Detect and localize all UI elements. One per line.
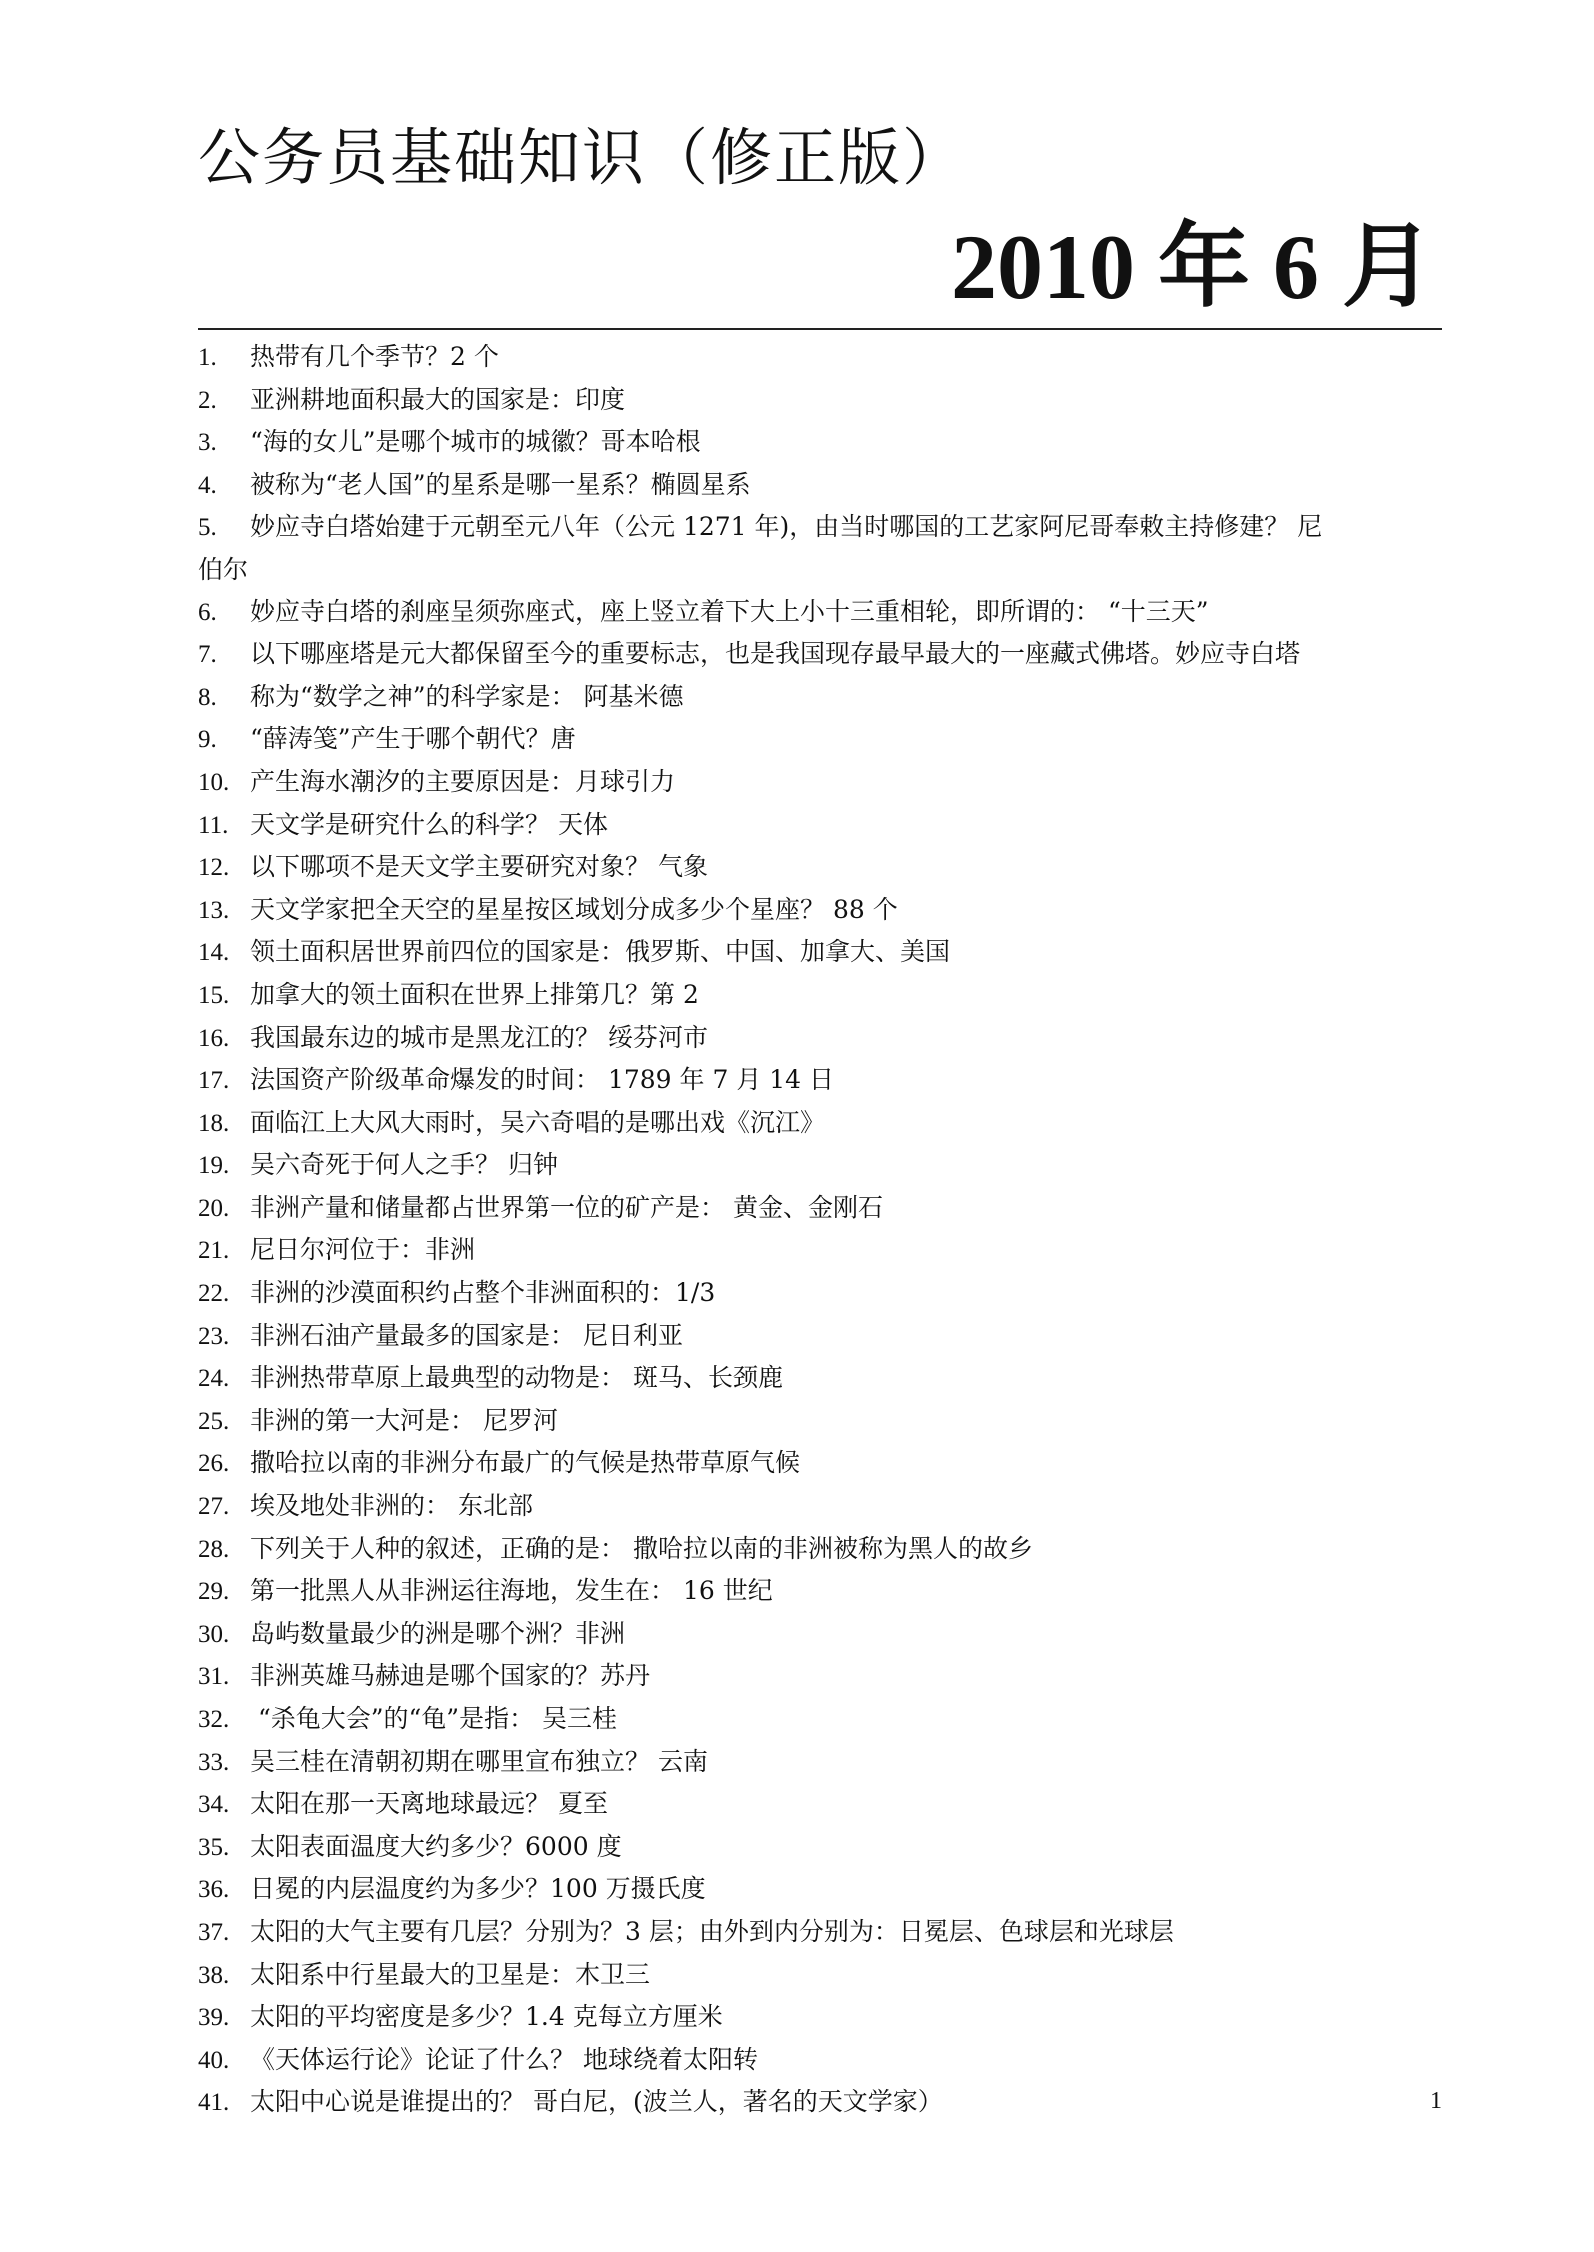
list-item [198,761,1442,804]
item-text: 热带有几个季节？2 个 [250,342,499,371]
item-number: 1. [198,344,217,371]
item-number: 36. [198,1876,230,1904]
list-item [198,633,1442,676]
item-text: 太阳的平均密度是多少？1.4 克每立方厘米 [250,2002,723,2032]
list-item [198,1911,1442,1954]
list-item [198,1868,1442,1911]
list-item [198,889,1442,932]
list-item [198,591,1442,634]
item-text: 岛屿数量最少的洲是哪个洲？非洲 [250,1618,626,1648]
item-text: 天文学家把全天空的星星按区域划分成多少个星座？ 88 个 [250,894,898,924]
item-number: 22. [198,1280,230,1308]
header-divider [198,328,1442,330]
item-text: 下列关于人种的叙述，正确的是： 撒哈拉以南的非洲被称为黑人的故乡 [250,1533,1033,1563]
item-text: 太阳表面温度大约多少？6000 度 [250,1831,622,1861]
item-number: 33. [198,1748,230,1776]
item-text: 非洲产量和储量都占世界第一位的矿产是： 黄金、金刚石 [250,1192,883,1222]
item-number: 19. [198,1152,230,1180]
item-number: 27. [198,1493,230,1521]
page-number: 1 [1430,2088,1442,2114]
list-item [198,2081,1442,2124]
item-text: “杀龟大会”的“龟”是指： 吴三桂 [250,1704,618,1733]
list-item [198,974,1442,1017]
item-number: 29. [198,1578,230,1606]
item-text: 日冕的内层温度约为多少？100 万摄氏度 [250,1874,706,1904]
list-item [198,1485,1442,1528]
item-number: 31. [198,1663,230,1691]
item-text: 亚洲耕地面积最大的国家是：印度 [250,384,626,414]
item-text: 非洲英雄马赫迪是哪个国家的？苏丹 [250,1661,651,1691]
item-number: 21. [198,1237,230,1265]
item-number: 37. [198,1918,230,1946]
list-item [198,1357,1442,1400]
item-text: 被称为“老人国”的星系是哪一星系？椭圆星系 [250,469,751,499]
item-number: 3. [198,429,217,457]
item-text: 领土面积居世界前四位的国家是：俄罗斯、中国、加拿大、美国 [250,937,951,967]
item-number: 30. [198,1620,230,1648]
item-number: 15. [198,981,230,1009]
list-item [198,1144,1442,1187]
item-text: 吴六奇死于何人之手？ 归钟 [250,1150,558,1180]
list-item [198,2039,1442,2082]
list-item [198,421,1442,464]
item-number: 32. [198,1706,230,1733]
item-number: 10. [198,768,230,796]
list-item [198,931,1442,974]
list-item [198,718,1442,761]
list-item [198,1059,1442,1102]
list-item [198,1996,1442,2039]
list-item [198,1442,1442,1485]
item-number: 14. [198,939,230,967]
item-number: 9. [198,726,217,754]
list-item [198,506,1442,590]
item-text: 太阳中心说是谁提出的？ 哥白尼，(波兰人，著名的天文学家） [250,2087,943,2117]
list-item [198,1741,1442,1784]
item-number: 34. [198,1791,230,1819]
item-text: “薛涛笺”产生于哪个朝代？唐 [250,724,576,754]
item-number: 39. [198,2004,230,2032]
item-number: 8. [198,683,217,711]
list-item [198,1528,1442,1571]
item-text: 吴三桂在清朝初期在哪里宣布独立？ 云南 [250,1746,708,1776]
list-item [198,1783,1442,1826]
list-item [198,1272,1442,1315]
list-item [198,1315,1442,1358]
item-text: 天文学是研究什么的科学？ 天体 [250,809,608,839]
list-item [198,1570,1442,1613]
item-text: 加拿大的领土面积在世界上排第几？第 2 [250,979,699,1009]
list-item [198,804,1442,847]
list-item [198,336,1442,379]
item-text: 非洲热带草原上最典型的动物是： 斑马、长颈鹿 [250,1363,783,1393]
list-item [198,1102,1442,1145]
item-text: 以下哪项不是天文学主要研究对象？ 气象 [250,852,708,882]
list-item [198,464,1442,507]
item-text: 太阳的大气主要有几层？分别为？3 层；由外到内分别为：日冕层、色球层和光球层 [250,1916,1174,1946]
list-item [198,1400,1442,1443]
item-number: 7. [198,641,217,669]
item-number: 18. [198,1109,230,1137]
list-item [198,676,1442,719]
list-item [198,1698,1442,1741]
item-number: 20. [198,1194,230,1222]
item-number: 6. [198,598,217,626]
item-number: 35. [198,1833,230,1861]
item-number: 40. [198,2046,230,2074]
item-number: 38. [198,1961,230,1989]
item-text: 非洲的第一大河是： 尼罗河 [250,1405,558,1435]
item-number: 5. [198,514,217,542]
question-answer-list [198,336,1442,2124]
item-text: 妙应寺白塔始建于元朝至元八年（公元 1271 年)，由当时哪国的工艺家阿尼哥奉敕主持修建？ 尼 [250,512,1323,542]
item-text: 埃及地处非洲的： 东北部 [250,1491,533,1521]
item-text: 产生海水潮汐的主要原因是：月球引力 [250,766,676,796]
item-number: 11. [198,811,229,839]
item-number: 24. [198,1365,230,1393]
item-text: 法国资产阶级革命爆发的时间： 1789 年 7 月 14 日 [250,1065,835,1095]
item-number: 25. [198,1407,230,1435]
item-number: 23. [198,1322,230,1350]
item-text-continuation: 伯尔 [198,554,249,584]
item-text: 我国最东边的城市是黑龙江的？ 绥芬河市 [250,1022,708,1052]
item-text: 《天体运行论》论证了什么？ 地球绕着太阳转 [250,2044,758,2074]
item-text: 非洲石油产量最多的国家是： 尼日利亚 [250,1320,683,1350]
item-text: 称为“数学之神”的科学家是： 阿基米德 [250,681,684,711]
item-text: 以下哪座塔是元大都保留至今的重要标志，也是我国现存最早最大的一座藏式佛塔。妙应寺白塔 [250,639,1301,669]
list-item [198,1655,1442,1698]
item-text: 撒哈拉以南的非洲分布最广的气候是热带草原气候 [250,1448,801,1478]
item-text: 非洲的沙漠面积约占整个非洲面积的：1/3 [250,1278,716,1308]
item-text: 第一批黑人从非洲运往海地，发生在： 16 世纪 [250,1576,773,1606]
item-number: 26. [198,1450,230,1478]
list-item [198,1187,1442,1230]
list-item [198,846,1442,889]
item-number: 4. [198,471,217,499]
list-item [198,1826,1442,1869]
item-number: 41. [198,2089,230,2117]
list-item [198,1017,1442,1060]
item-number: 28. [198,1535,230,1563]
item-number: 12. [198,854,230,882]
item-number: 2. [198,386,217,414]
list-item [198,1613,1442,1656]
list-item [198,379,1442,422]
item-text: “海的女儿”是哪个城市的城徽？哥本哈根 [250,427,701,457]
item-text: 太阳在那一天离地球最远？ 夏至 [250,1789,608,1819]
item-text: 太阳系中行星最大的卫星是：木卫三 [250,1959,651,1989]
item-text: 妙应寺白塔的刹座呈须弥座式，座上竖立着下大上小十三重相轮，即所谓的： “十三天” [250,596,1209,626]
list-item [198,1229,1442,1272]
item-text: 面临江上大风大雨时，吴六奇唱的是哪出戏《沉江》 [250,1107,826,1137]
document-title: 公务员基础知识（修正版） [198,121,967,194]
list-item [198,1954,1442,1997]
document-date: 2010 年 6 月 [951,216,1434,318]
item-number: 13. [198,896,230,924]
item-number: 16. [198,1024,230,1052]
item-text: 尼日尔河位于：非洲 [250,1235,476,1265]
item-number: 17. [198,1067,230,1095]
